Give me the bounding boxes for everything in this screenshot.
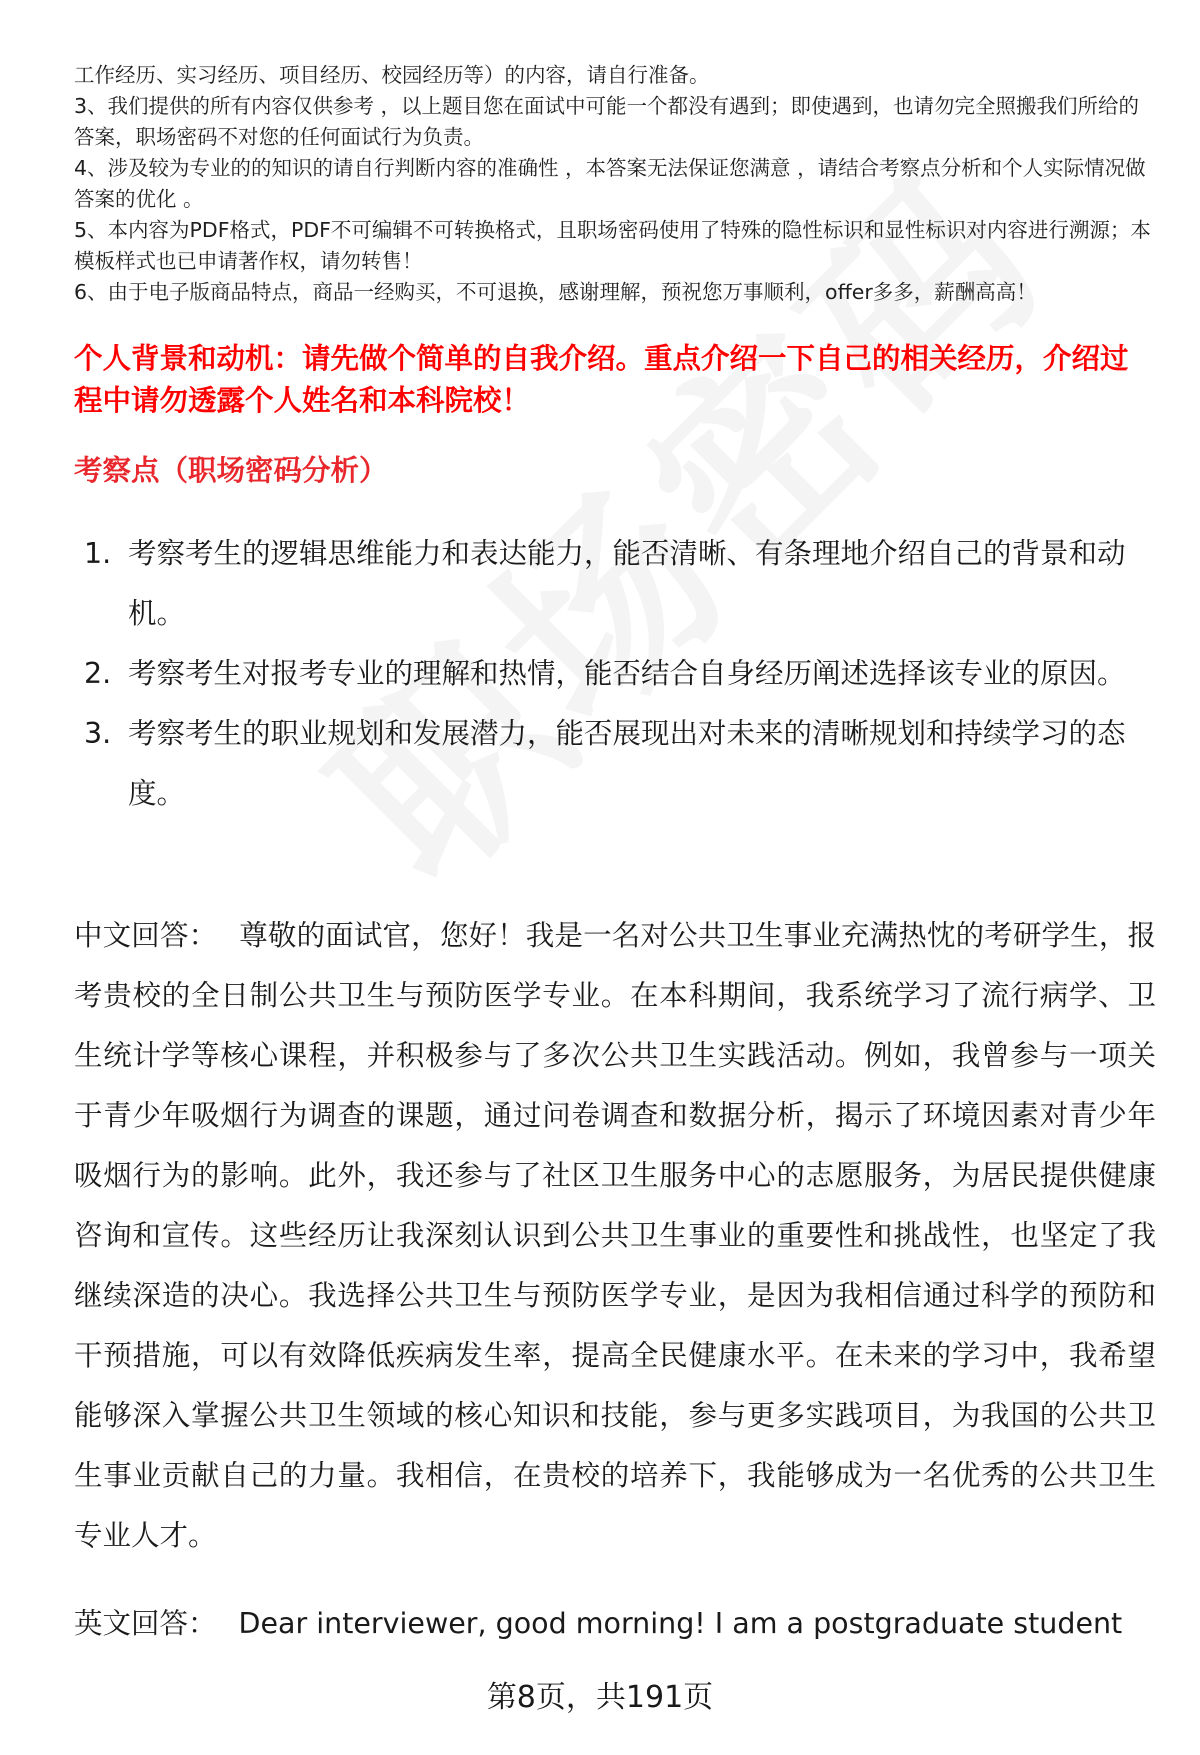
- exam-points-list: [84, 524, 1154, 824]
- note-line: 3、我们提供的所有内容仅供参考 ，以上题目您在面试中可能一个都没有遇到；即使遇到，也请勿完全照搬我们所给的答案，职场密码不对您的任何面试行为负责。: [74, 94, 1140, 149]
- exam-point-text: 考察考生的逻辑思维能力和表达能力，能否清晰、有条理地介绍自己的背景和动机。: [128, 537, 1126, 630]
- exam-points-heading: 考察点（职场密码分析）: [74, 454, 388, 487]
- note-line: 5、本内容为PDF格式，PDF不可编辑不可转换格式，且职场密码使用了特殊的隐性标识和显性标识对内容进行溯源；本模板样式也已申请著作权，请勿转售！: [74, 218, 1151, 273]
- english-answer-label: 英文回答：: [74, 1607, 217, 1640]
- question-heading: 个人背景和动机：请先做个简单的自我介绍。重点介绍一下自己的相关经历，介绍过程中请勿透露个人姓名和本科院校！: [74, 342, 1129, 417]
- english-answer: [74, 1594, 1156, 1654]
- chinese-answer: [74, 906, 1156, 1566]
- exam-point-item: [84, 524, 1154, 644]
- page-number: 第8页，共191页: [486, 1680, 714, 1715]
- exam-point-item: [84, 644, 1154, 704]
- exam-point-item: [84, 704, 1154, 824]
- english-answer-text: Dear interviewer, good morning! I am a postgraduate student: [238, 1607, 1123, 1640]
- exam-point-number: 1.: [84, 537, 112, 570]
- note-line: 工作经历、实习经历、项目经历、校园经历等）的内容，请自行准备。: [74, 63, 710, 87]
- chinese-answer-text: 尊敬的面试官，您好！我是一名对公共卫生事业充满热忱的考研学生，报考贵校的全日制公共卫生与预防医学专业。在本科期间，我系统学习了流行病学、卫生统计学等核心课程，并积极参与了多次公共卫生实践活动。例如，我曾参与一项关于青少年吸烟行为调查的课题，通过问卷调查和数据分析，揭示了环境因素对青少年吸烟行为的影响。此外，我还参与了社区卫生服务中心的志愿服务，为居民提供健康咨询和宣传。这些经历让我深刻认识到公共卫生事业的重要性和挑战性，也坚定了我继续深造的决心。我选择公共卫生与预防医学专业，是因为我相信通过科学的预防和干预措施，可以有效降低疾病发生率，提高全民健康水平。在未来的学习中，我希望能够深入掌握公共卫生领域的核心知识和技能，参与更多实践项目，为我国的公共卫生事业贡献自己的力量。我相信，在贵校的培养下，我能够成为一名优秀的公共卫生专业人才。: [74, 919, 1156, 1552]
- note-line: 4、涉及较为专业的的知识的请自行判断内容的准确性 ，本答案无法保证您满意 ，请结合考察点分析和个人实际情况做答案的优化 。: [74, 156, 1146, 211]
- note-line: 6、由于电子版商品特点，商品一经购买，不可退换，感谢理解，预祝您万事顺利，offer多多，薪酬高高！: [74, 280, 1037, 304]
- exam-point-text: 考察考生对报考专业的理解和热情，能否结合自身经历阐述选择该专业的原因。: [128, 657, 1126, 690]
- notes-section: [74, 60, 1159, 308]
- exam-point-number: 3.: [84, 717, 112, 750]
- chinese-answer-label: 中文回答：: [74, 919, 218, 952]
- exam-point-text: 考察考生的职业规划和发展潜力，能否展现出对未来的清晰规划和持续学习的态度。: [128, 717, 1126, 810]
- exam-point-number: 2.: [84, 657, 112, 690]
